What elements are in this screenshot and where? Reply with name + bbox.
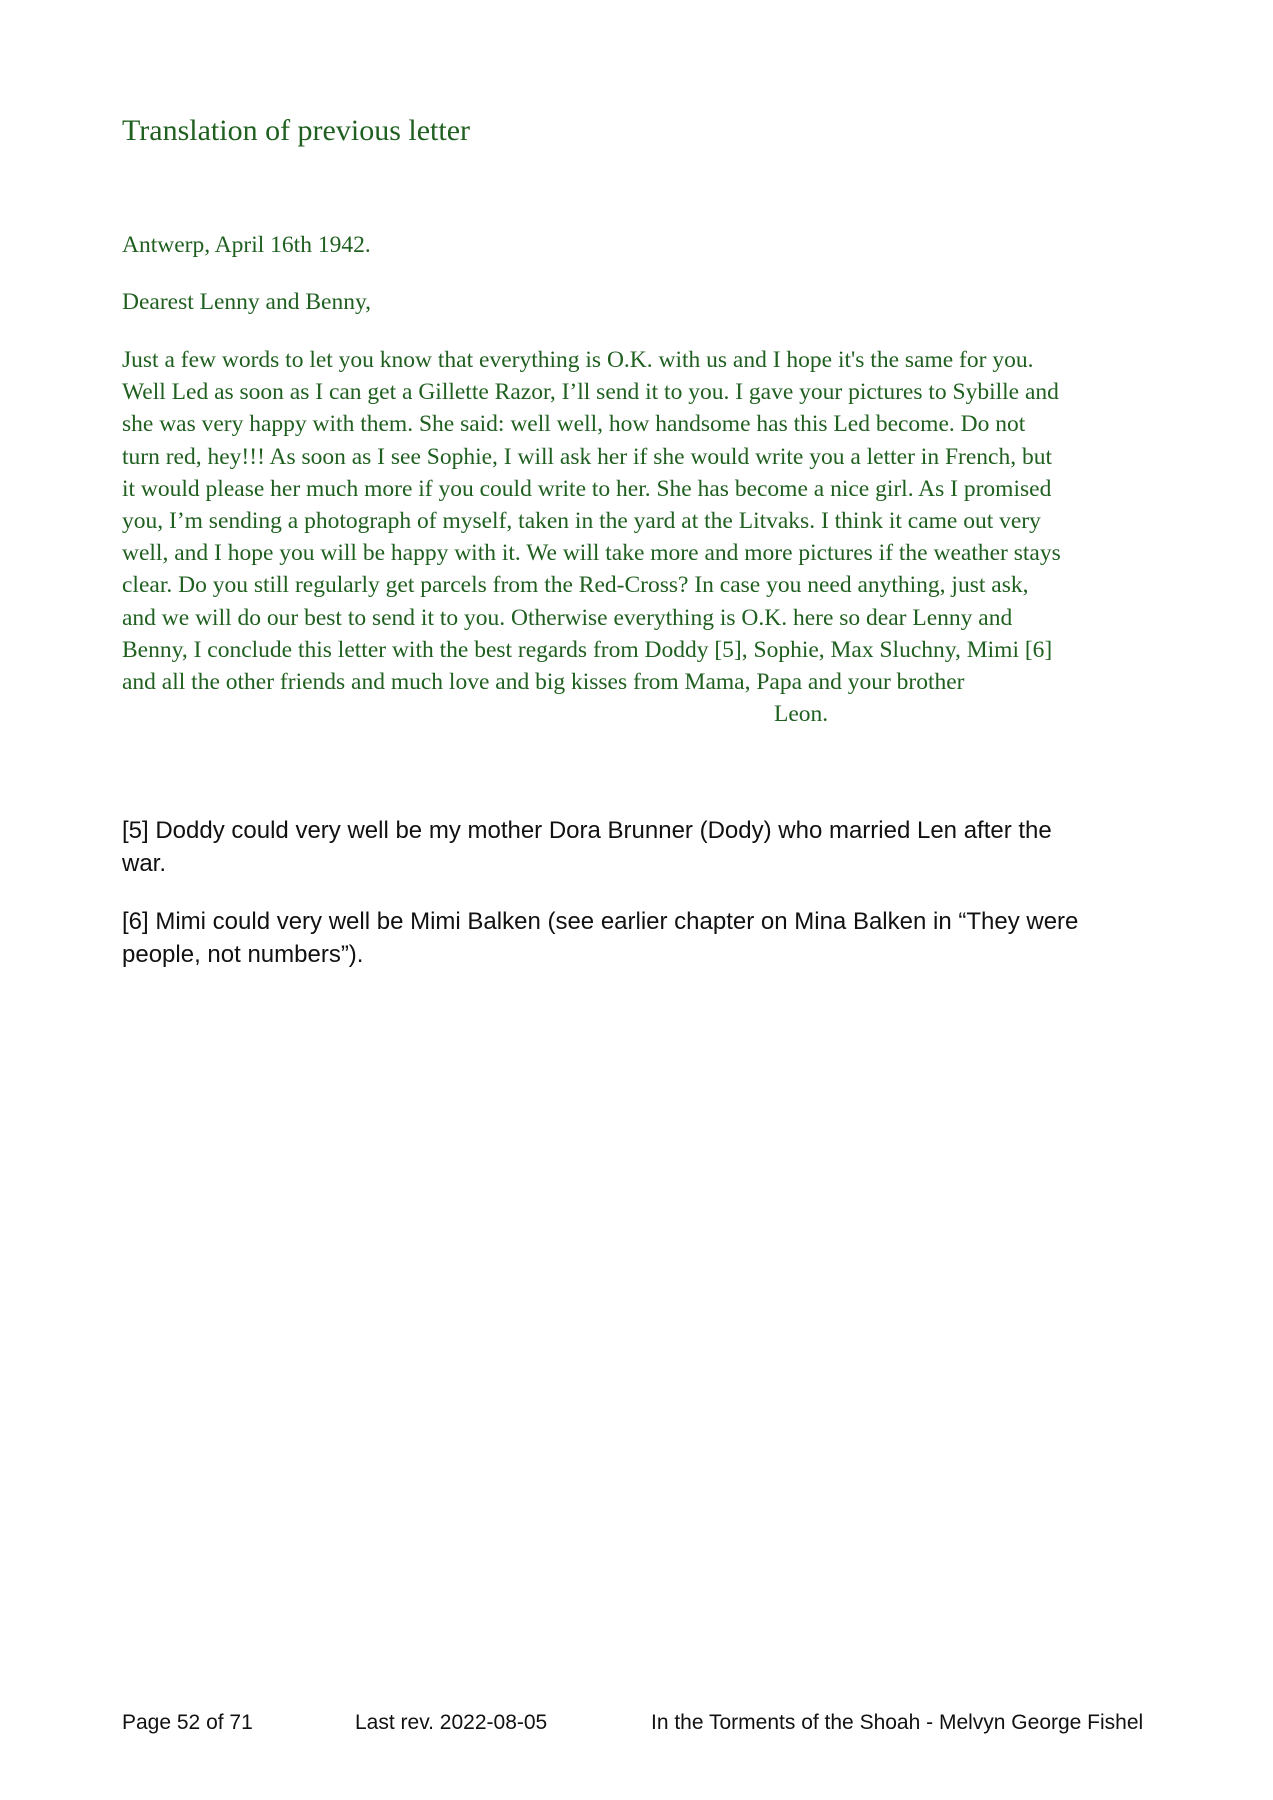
letter-body-line: Benny, I conclude this letter with the best regards from Doddy [5], Sophie, Max Sluchny, Mimi [6] (122, 636, 1053, 663)
letter-body-line: and all the other friends and much love and big kisses from Mama, Papa and your brother (122, 669, 965, 696)
footer-document-title: In the Torments of the Shoah - Melvyn George Fishel (651, 1711, 1144, 1734)
letter-body-line: well, and I hope you will be happy with it. We will take more and more pictures if the weather stays (122, 540, 1061, 567)
letter-body-line: turn red, hey!!! As soon as I see Sophie, I will ask her if she would write you a letter in French, but (122, 443, 1052, 470)
footnote-5 (122, 814, 1162, 880)
letter-signature: Leon. (774, 701, 829, 727)
letter-body-line: she was very happy with them. She said: well well, how handsome has this Led become. Do not (122, 411, 1026, 438)
letter-body-line: clear. Do you still regularly get parcels from the Red-Cross? In case you need anything, just ask, (122, 572, 1029, 599)
footnote-line: [6] Mimi could very well be Mimi Balken (see earlier chapter on Mina Balken in “They were (122, 908, 1079, 935)
footnote-6 (122, 905, 1162, 971)
letter-body-line: you, I’m sending a photograph of myself, taken in the yard at the Litvaks. I think it came out very (122, 508, 1041, 535)
letter-body-line: it would please her much more if you could write to her. She has become a nice girl. As I promised (122, 475, 1052, 502)
footnote-line: people, not numbers”). (122, 941, 364, 968)
footnote-line: war. (122, 850, 167, 877)
letter-date-line: Antwerp, April 16th 1942. (122, 232, 371, 258)
letter-body-line: Well Led as soon as I can get a Gillette Razor, I’ll send it to you. I gave your pictures to Sybille and (122, 379, 1059, 406)
letter-body-line: Just a few words to let you know that everything is O.K. with us and I hope it's the same for you. (122, 347, 1034, 373)
page-heading: Translation of previous letter (122, 114, 471, 147)
footer-page-number: Page 52 of 71 (122, 1711, 253, 1734)
footnote-line: [5] Doddy could very well be my mother Dora Brunner (Dody) who married Len after the (122, 817, 1052, 844)
letter-body (122, 344, 1162, 698)
footer-revision-date: Last rev. 2022-08-05 (355, 1711, 548, 1734)
letter-salutation: Dearest Lenny and Benny, (122, 289, 372, 315)
letter-body-line: and we will do our best to send it to you. Otherwise everything is O.K. here so dear Lenny and (122, 604, 1013, 631)
